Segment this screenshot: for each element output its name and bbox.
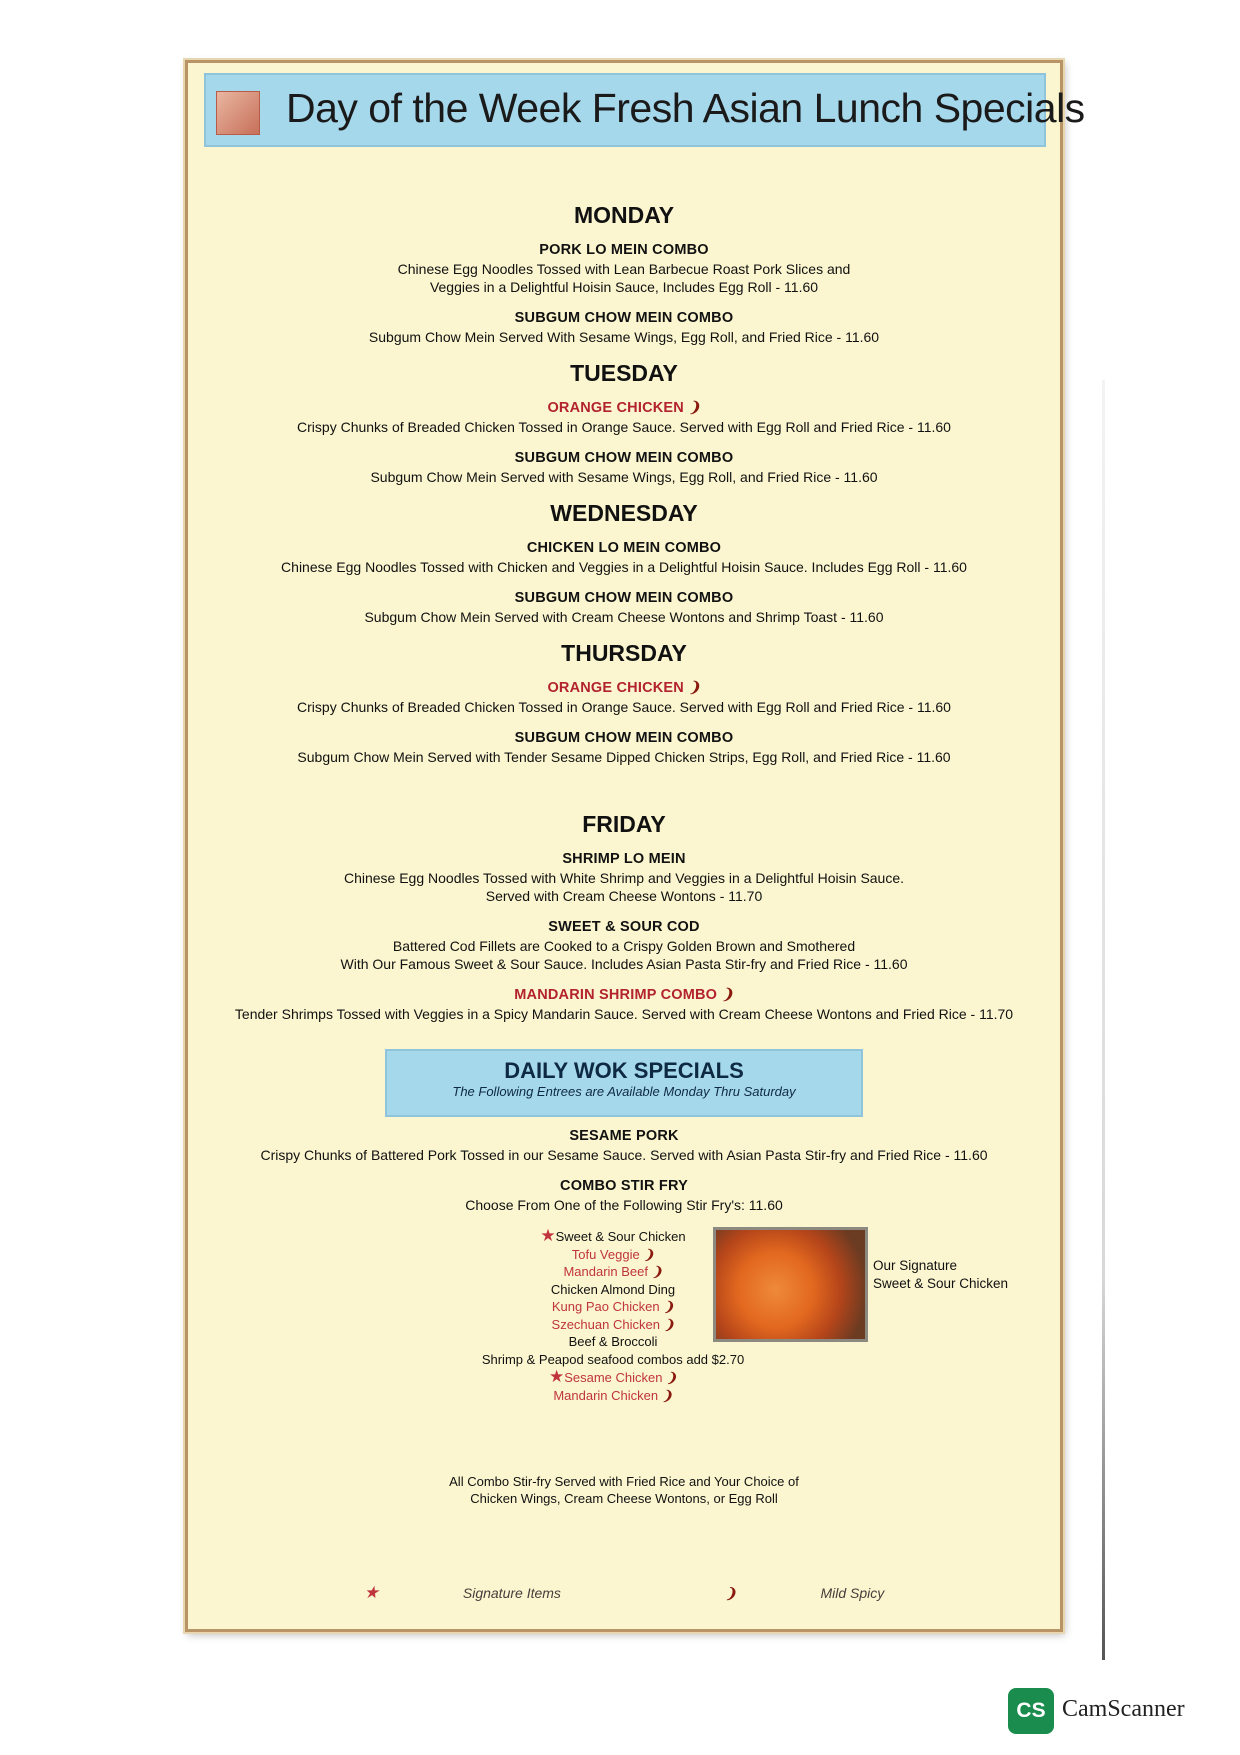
star-icon: ★ <box>548 1367 565 1386</box>
item-name-text: ORANGE CHICKEN <box>547 400 684 416</box>
chili-icon: ❩ <box>643 1246 655 1262</box>
item-name: SESAME PORK <box>569 1128 679 1144</box>
menu-item <box>188 449 1060 486</box>
legend <box>188 1583 1060 1603</box>
item-description: Subgum Chow Mein Served with Cream Cheese Wontons and Shrimp Toast - 11.60 <box>364 609 884 625</box>
item-name <box>188 679 1060 698</box>
item-description: Subgum Chow Mein Served with Tender Sesame Dipped Chicken Strips, Egg Roll, and Fried Rice - 11.60 <box>297 749 951 765</box>
day-heading: THURSDAY <box>561 640 687 666</box>
stirfry-item-label: Mandarin Beef <box>563 1264 649 1279</box>
stirfry-item-label: Sweet & Sour Chicken <box>555 1229 686 1244</box>
wok-title: DAILY WOK SPECIALS <box>504 1058 744 1083</box>
stirfry-item-label: Mandarin Chicken <box>553 1387 659 1403</box>
wok-subtitle: The Following Entrees are Available Monday Thru Saturday <box>452 1084 796 1099</box>
item-name <box>188 986 1060 1005</box>
item-name <box>188 589 1060 608</box>
item-name-text: SUBGUM CHOW MEIN COMBO <box>514 310 734 326</box>
stirfry-item-label: Szechuan Chicken <box>551 1316 660 1332</box>
stirfry-item-label: Kung Pao Chicken <box>551 1299 660 1314</box>
page-title: Day of the Week Fresh Asian Lunch Specials <box>286 85 1085 131</box>
menu-item <box>188 850 1060 905</box>
item-description: Chinese Egg Noodles Tossed with White Shrimp and Veggies in a Delightful Hoisin Sauce. <box>343 870 905 886</box>
item-description: Crispy Chunks of Breaded Chicken Tossed in Orange Sauce. Served with Egg Roll and Fried Rice - 11.60 <box>297 699 951 715</box>
stirfry-area <box>188 1227 1060 1467</box>
item-name-text: SUBGUM CHOW MEIN COMBO <box>514 590 734 606</box>
legend-signature-label: Signature Items <box>462 1585 561 1601</box>
star-icon: ★ <box>540 1226 556 1245</box>
item-name: COMBO STIR FRY <box>560 1178 688 1194</box>
item-description: Choose From One of the Following Stir Fry's: 11.60 <box>465 1197 783 1213</box>
item-name-text: PORK LO MEIN COMBO <box>539 242 709 258</box>
stirfry-item-label: Beef & Broccoli <box>568 1334 658 1349</box>
item-description: Served with Cream Cheese Wontons - 11.70 <box>485 888 763 904</box>
daily-wok-banner <box>385 1049 863 1117</box>
camscanner-watermark: CamScanner <box>1062 1696 1185 1722</box>
stirfry-item <box>458 1351 768 1369</box>
item-name-text: CHICKEN LO MEIN COMBO <box>526 540 722 556</box>
chili-icon: ❩ <box>688 400 701 416</box>
photo-caption-line: Sweet & Sour Chicken <box>873 1276 1009 1291</box>
day-heading: MONDAY <box>573 202 675 228</box>
logo-icon <box>216 91 260 135</box>
chili-icon: ❩ <box>724 1585 737 1601</box>
item-name-text: SUBGUM CHOW MEIN COMBO <box>514 730 734 746</box>
chili-icon: ❩ <box>666 1370 678 1385</box>
chili-icon: ❩ <box>721 987 734 1003</box>
day-heading: TUESDAY <box>570 360 678 386</box>
chili-icon: ❩ <box>688 680 701 696</box>
item-name <box>188 241 1060 260</box>
spacer <box>188 779 1060 797</box>
item-description: Crispy Chunks of Battered Pork Tossed in our Sesame Sauce. Served with Asian Pasta Stir-fry and Fried Rice - 11.60 <box>260 1147 988 1163</box>
item-name-text: SUBGUM CHOW MEIN COMBO <box>514 450 734 466</box>
menu-item <box>188 986 1060 1023</box>
menu-item <box>188 399 1060 436</box>
sweet-sour-chicken-photo <box>713 1227 868 1342</box>
day-heading: FRIDAY <box>582 811 666 837</box>
legend-spicy <box>685 1585 924 1601</box>
item-description: Subgum Chow Mein Served With Sesame Wings, Egg Roll, and Fried Rice - 11.60 <box>368 329 880 345</box>
stirfry-item-label: Sesame Chicken <box>564 1370 663 1385</box>
legend-spicy-label: Mild Spicy <box>820 1585 885 1601</box>
item-name <box>188 309 1060 328</box>
menu-item <box>188 589 1060 626</box>
day-heading: WEDNESDAY <box>550 500 698 526</box>
menu-item <box>188 1177 1060 1214</box>
item-name <box>188 850 1060 869</box>
item-name-text: ORANGE CHICKEN <box>547 680 684 696</box>
menu-item <box>188 241 1060 296</box>
item-name <box>188 449 1060 468</box>
legend-signature <box>324 1585 601 1601</box>
item-name-text: MANDARIN SHRIMP COMBO <box>514 987 718 1003</box>
item-description: Crispy Chunks of Breaded Chicken Tossed in Orange Sauce. Served with Egg Roll and Fried Rice - 11.60 <box>297 419 951 435</box>
stirfry-note-line: All Combo Stir-fry Served with Fried Rice and Your Choice of <box>449 1474 799 1489</box>
menu-item <box>188 539 1060 576</box>
menu-item <box>188 309 1060 346</box>
menu-item <box>188 729 1060 766</box>
stirfry-note <box>188 1473 1060 1507</box>
chili-icon: ❩ <box>651 1264 663 1279</box>
menu-content <box>188 188 1060 1507</box>
item-name <box>188 918 1060 937</box>
item-description: With Our Famous Sweet & Sour Sauce. Includes Asian Pasta Stir-fry and Fried Rice - 11.60 <box>340 956 908 972</box>
menu-item <box>188 1127 1060 1164</box>
page-edge-shadow <box>1102 380 1105 1660</box>
star-icon: ★ <box>363 1583 379 1602</box>
item-description: Chinese Egg Noodles Tossed with Lean Barbecue Roast Pork Slices and <box>397 261 851 277</box>
menu-item <box>188 679 1060 716</box>
item-description: Battered Cod Fillets are Cooked to a Crispy Golden Brown and Smothered <box>392 938 856 954</box>
item-description: Veggies in a Delightful Hoisin Sauce, Includes Egg Roll - 11.60 <box>429 279 819 295</box>
stirfry-item-label: Tofu Veggie <box>571 1246 640 1262</box>
chili-icon: ❩ <box>663 1316 675 1332</box>
item-description: Subgum Chow Mein Served with Sesame Wings, Egg Roll, and Fried Rice - 11.60 <box>370 469 878 485</box>
stirfry-item <box>458 1368 768 1387</box>
photo-caption <box>873 1257 1008 1293</box>
item-name <box>188 539 1060 558</box>
chili-icon: ❩ <box>661 1387 673 1403</box>
item-name-text: SWEET & SOUR COD <box>548 919 700 935</box>
item-name <box>188 399 1060 418</box>
title-bar <box>204 73 1085 147</box>
menu-card <box>185 60 1085 1632</box>
chili-icon: ❩ <box>663 1299 675 1314</box>
item-description: Tender Shrimps Tossed with Veggies in a Spicy Mandarin Sauce. Served with Cream Cheese Wontons and Fried Rice - 11.70 <box>234 1006 1014 1022</box>
item-name-text: SHRIMP LO MEIN <box>562 851 686 867</box>
stirfry-note-line: Chicken Wings, Cream Cheese Wontons, or Egg Roll <box>470 1491 778 1506</box>
stirfry-item-label: Shrimp & Peapod seafood combos add $2.70 <box>481 1351 745 1367</box>
menu-item <box>188 918 1060 973</box>
item-description: Chinese Egg Noodles Tossed with Chicken and Veggies in a Delightful Hoisin Sauce. Includes Egg Roll - 11.60 <box>281 559 967 575</box>
camscanner-logo-icon: CS <box>1008 1688 1054 1734</box>
item-name <box>188 729 1060 748</box>
stirfry-item <box>458 1387 768 1405</box>
stirfry-item-label: Chicken Almond Ding <box>550 1281 676 1297</box>
photo-caption-line: Our Signature <box>873 1258 958 1273</box>
